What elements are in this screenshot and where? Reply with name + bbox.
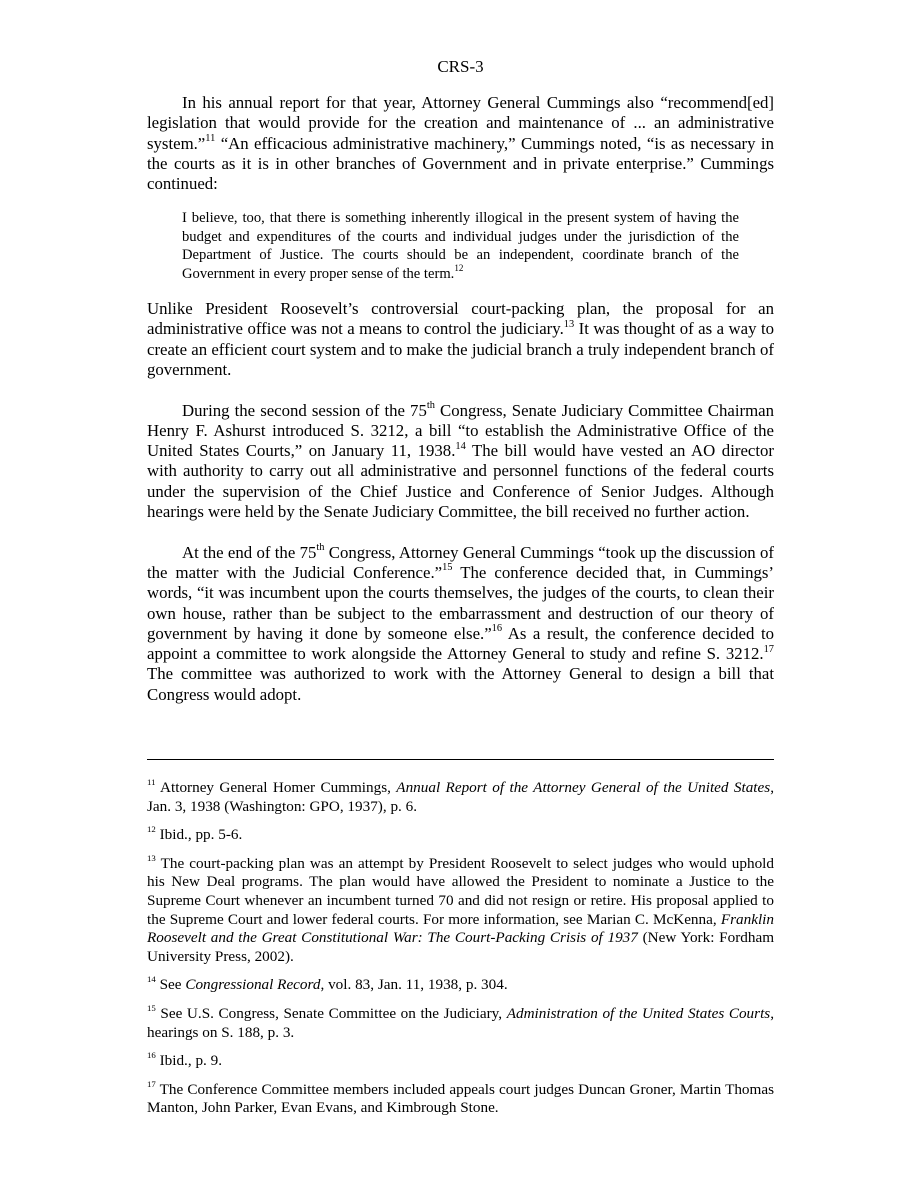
footnote-ref-15[interactable]: 15: [442, 562, 453, 574]
text: , vol. 83, Jan. 11, 1938, p. 304.: [320, 976, 508, 994]
paragraph-1: [147, 93, 774, 194]
footnote-11: [147, 779, 774, 816]
text: Congress, Attorney General Cummings “took up the discussion of the matter with the Judicial Conference.”: [147, 542, 774, 582]
footnote-number: 11: [147, 777, 156, 788]
text: “An efficacious administrative machinery,” Cummings noted, “is as necessary in the courts as it is in other branches of Government and in private enterprise.” Cummings continued:: [147, 133, 774, 194]
quote-text: I believe, too, that there is something inherently illogical in the present system of having the budget and expenditures of the courts and individual judges under the jurisdiction of the Department of Justice. The courts should be an independent, coordinate branch of the Government in every proper sense of the term.: [182, 210, 739, 282]
footnote-16: [147, 1052, 774, 1071]
text: , Jan. 3, 1938 (Washington: GPO, 1937), p. 6.: [147, 779, 774, 815]
block-quote: [182, 209, 739, 283]
paragraph-2: [147, 299, 774, 380]
cited-title: Franklin Roosevelt and the Great Constitutional War: The Court-Packing Crisis of 1937: [147, 910, 774, 947]
footnote-number: 17: [147, 1078, 156, 1089]
footnote-ref-17[interactable]: 17: [763, 643, 774, 655]
text: Ibid., pp. 5-6.: [155, 826, 243, 844]
text: During the second session of the 75: [182, 400, 427, 420]
text: As a result, the conference decided to appoint a committee to work alongside the Attorney General to study and refine S. 3212.: [147, 623, 774, 664]
text: Ibid., p. 9.: [155, 1052, 223, 1070]
ordinal-suffix: th: [426, 399, 435, 411]
text: See: [155, 976, 186, 994]
text: It was thought of as a way to create an efficient court system and to make the judicial branch a truly independent branch of government.: [147, 319, 775, 379]
footnote-number: 14: [147, 974, 156, 985]
paragraph-3: [147, 401, 774, 523]
footnote-number: 15: [147, 1003, 156, 1013]
footnote-13: [147, 852, 775, 967]
text: The Conference Committee members included appeals court judges Duncan Groner, Martin Thomas Manton, John Parker, Evan Evans, and Kimbrough Stone.: [147, 1080, 774, 1117]
text: The bill would have vested an AO director with authority to carry out all administrative and personnel functions of the federal courts under the supervision of the Chief Justice and Conference of Senior Judges. Although hearings were held by the Senate Judiciary Committee, the bill received no further action.: [147, 441, 774, 522]
footnote-12: [147, 826, 774, 845]
page-header: CRS-3: [437, 57, 484, 76]
footnote-ref-14[interactable]: 14: [455, 440, 466, 452]
footnote-number: 12: [147, 824, 156, 835]
footnote-15: [147, 1005, 774, 1042]
ordinal-suffix: th: [316, 542, 325, 554]
footnote-number: 16: [147, 1050, 156, 1061]
text: In his annual report for that year, Attorney General Cummings also “recommend[ed] legislation that would provide for the creation and maintenance of ... an administrative system.”: [147, 93, 774, 153]
text: Congress, Senate Judiciary Committee Chairman Henry F. Ashurst introduced S. 3212, a bill “to establish the Administrative Office of the United States Courts,” on January 11, 1938.: [147, 400, 774, 461]
text: , hearings on S. 188, p. 3.: [147, 1004, 774, 1041]
footnote-14: [147, 976, 774, 995]
paragraph-4: [147, 543, 774, 705]
footnote-divider: [147, 759, 774, 760]
text: At the end of the 75: [182, 542, 317, 562]
cited-title: Congressional Record: [185, 976, 321, 994]
text: Unlike President Roosevelt’s controversial court-packing plan, the proposal for an administrative office was not a means to control the judiciary.: [147, 299, 774, 339]
cited-title: Administration of the United States Courts: [506, 1004, 771, 1022]
text: The conference decided that, in Cummings’ words, “it was incumbent upon the courts themselves, the judges of the courts, to clean their own house, rather than be subject to the embarrassment and destruction of our theory of government by having it done by someone else.”: [147, 562, 774, 643]
text: (New York: Fordham University Press, 2002).: [147, 929, 775, 965]
footnote-ref-11[interactable]: 11: [205, 132, 216, 144]
footnote-ref-12[interactable]: 12: [454, 262, 464, 273]
text: The court-packing plan was an attempt by President Roosevelt to select judges who would uphold his New Deal programs. The plan would have allowed the President to nominate a Justice to the Supreme Court whenever an incumbent turned 70 and did not resign or retire. His proposal applied to the Supreme Court and lower federal courts. For more information, see Marian C. McKenna,: [147, 854, 774, 928]
body-text: [147, 93, 774, 705]
footnote-number: 13: [147, 852, 156, 863]
text: The committee was authorized to work with the Attorney General to design a bill that Congress would adopt.: [147, 664, 774, 704]
footnote-17: [147, 1078, 774, 1118]
footnote-ref-13[interactable]: 13: [563, 318, 575, 330]
text: See U.S. Congress, Senate Committee on the Judiciary,: [155, 1004, 507, 1022]
cited-title: Annual Report of the Attorney General of the United States: [396, 779, 771, 796]
text: Attorney General Homer Cummings,: [155, 779, 397, 796]
footnotes: [147, 779, 774, 1128]
footnote-ref-16[interactable]: 16: [491, 623, 503, 635]
